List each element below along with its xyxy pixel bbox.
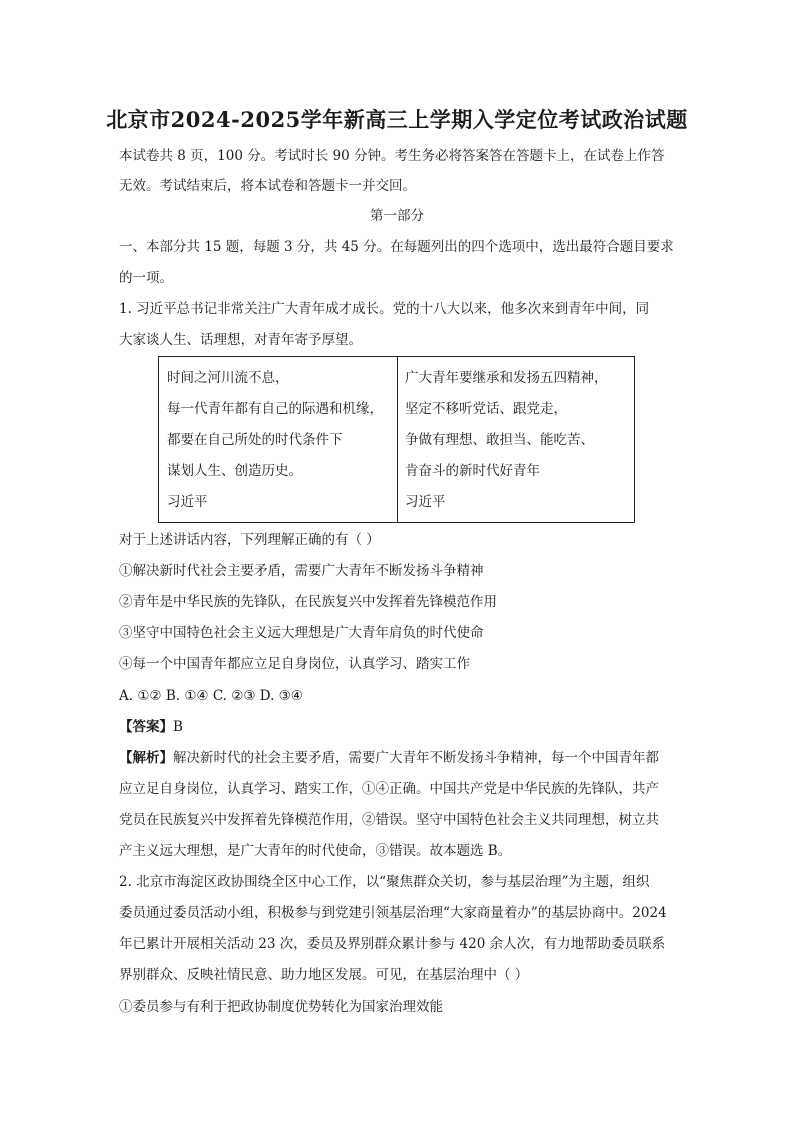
answer-value: B bbox=[173, 719, 183, 735]
q2-item-1: ①委员参与有利于把政协制度优势转化为国家治理效能 bbox=[119, 999, 443, 1015]
q1-answer bbox=[119, 717, 679, 737]
q2-stem-4: 界别群众、反映社情民意、助力地区发展。可见，在基层治理中（ ） bbox=[119, 967, 529, 983]
table-right-line-3: 争做有理想、敢担当、能吃苦、 bbox=[405, 432, 594, 448]
q1-item-4: ④每一个中国青年都应立足自身岗位，认真学习、踏实工作 bbox=[119, 656, 470, 672]
quote-table bbox=[158, 356, 635, 523]
q2-stem-2: 委员通过委员活动小组，积极参与到党建引领基层治理“大家商量着办”的基层协商中。2024 bbox=[119, 905, 667, 921]
q2-stem-1: 2. 北京市海淀区政协围绕全区中心工作，以“聚焦群众关切，参与基层治理”为主题，组织 bbox=[119, 874, 650, 890]
analysis-label: 【解析】 bbox=[119, 750, 173, 766]
table-right-line-2: 坚定不移听党话、跟党走， bbox=[405, 401, 567, 417]
q1-analysis-3: 党员在民族复兴中发挥着先锋模范作用，②错误。坚守中国特色社会主义共同理想，树立共 bbox=[119, 812, 659, 828]
table-right-line-1: 广大青年要继承和发扬五四精神， bbox=[405, 370, 608, 386]
table-right-line-4: 肯奋斗的新时代好青年 bbox=[405, 463, 540, 479]
q1-item-1: ①解决新时代社会主要矛盾，需要广大青年不断发扬斗争精神 bbox=[119, 563, 484, 579]
section-instruction-1: 一、本部分共 15 题，每题 3 分，共 45 分。在每题列出的四个选项中，选出最符合题目要求 bbox=[119, 239, 674, 255]
table-right-signature: 习近平 bbox=[405, 494, 446, 510]
table-left-line-3: 都要在自己所处的时代条件下 bbox=[167, 432, 343, 448]
intro-line-1: 本试卷共 8 页，100 分。考试时长 90 分钟。考生务必将答案答在答题卡上，在试卷上作答 bbox=[119, 148, 665, 164]
table-left-line-1: 时间之河川流不息， bbox=[167, 370, 289, 386]
q1-stem-1: 1. 习近平总书记非常关注广大青年成才成长。党的十八大以来，他多次来到青年中间，同 bbox=[119, 301, 650, 317]
q2-stem-3: 年已累计开展相关活动 23 次，委员及界别群众累计参与 420 余人次，有力地帮助委员联系 bbox=[119, 936, 666, 952]
analysis-text: 解决新时代的社会主要矛盾，需要广大青年不断发扬斗争精神，每一个中国青年都 bbox=[173, 750, 659, 766]
intro-line-2: 无效。考试结束后，将本试卷和答题卡一并交回。 bbox=[119, 178, 416, 194]
q1-options: A. ①② B. ①④ C. ②③ D. ③④ bbox=[119, 688, 303, 704]
q1-stem-2: 大家谈人生、话理想，对青年寄予厚望。 bbox=[119, 332, 362, 348]
q1-item-3: ③坚守中国特色社会主义远大理想是广大青年肩负的时代使命 bbox=[119, 625, 484, 641]
q1-question: 对于上述讲话内容，下列理解正确的有（ ） bbox=[119, 532, 380, 548]
table-left-line-4: 谋划人生、创造历史。 bbox=[167, 463, 302, 479]
page-title: 北京市2024-2025学年新高三上学期入学定位考试政治试题 bbox=[106, 107, 688, 132]
q1-analysis-2: 应立足自身岗位，认真学习、踏实工作，①④正确。中国共产党是中华民族的先锋队，共产 bbox=[119, 781, 659, 797]
q1-analysis-4: 产主义远大理想，是广大青年的时代使命，③错误。故本题选 B。 bbox=[119, 843, 512, 859]
table-left-line-2: 每一代青年都有自己的际遇和机缘， bbox=[167, 401, 383, 417]
section-instruction-2: 的一项。 bbox=[119, 270, 173, 286]
part-title: 第一部分 bbox=[370, 208, 424, 224]
table-left-signature: 习近平 bbox=[167, 494, 208, 510]
answer-label: 【答案】 bbox=[119, 719, 173, 735]
table-divider bbox=[397, 357, 398, 522]
q1-analysis-1 bbox=[119, 748, 679, 768]
q1-item-2: ②青年是中华民族的先锋队，在民族复兴中发挥着先锋模范作用 bbox=[119, 594, 497, 610]
